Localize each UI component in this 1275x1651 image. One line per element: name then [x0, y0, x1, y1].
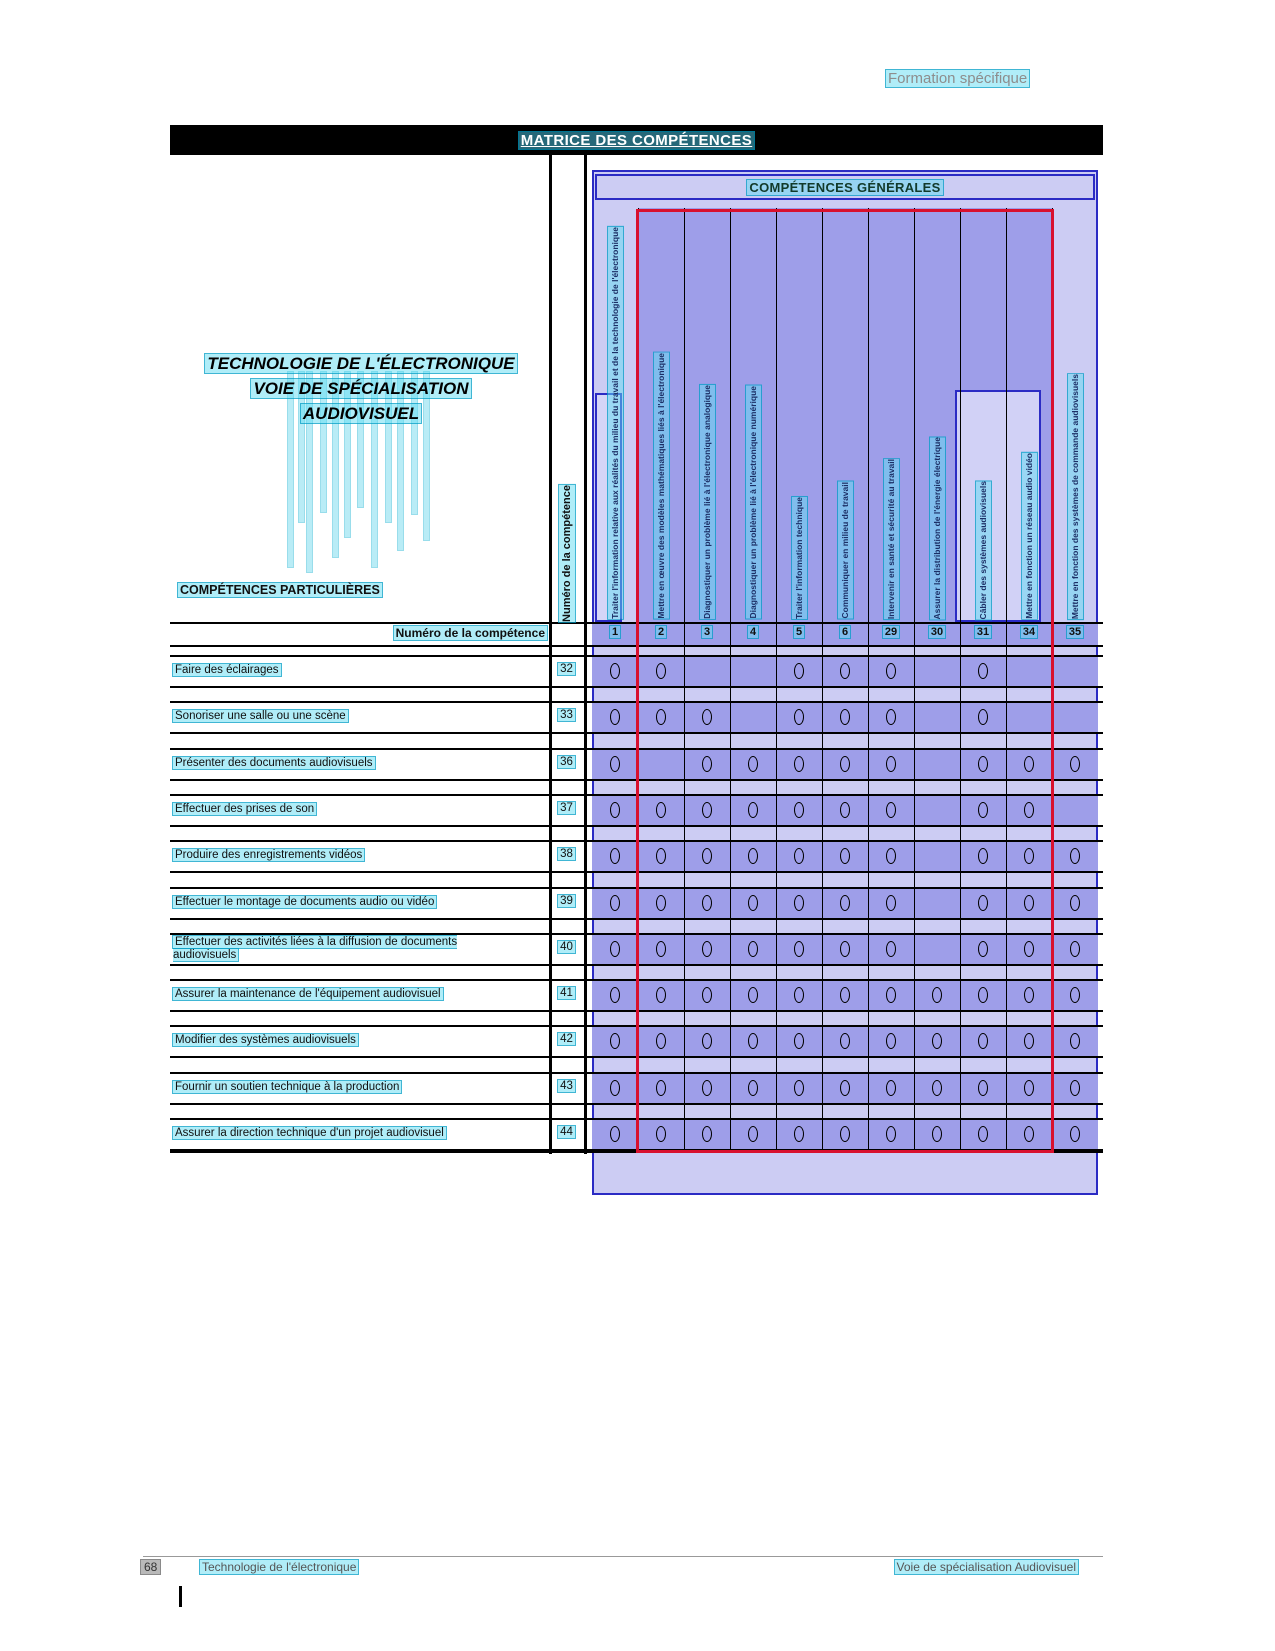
particular-competence-number [551, 941, 582, 953]
matrix-mark-circle [1070, 1080, 1080, 1096]
particular-competence-label [173, 896, 436, 909]
matrix-mark-circle [840, 663, 850, 679]
matrix-mark-circle [656, 987, 666, 1003]
matrix-mark-circle [978, 987, 988, 1003]
program-title [172, 351, 550, 426]
competence-number-cell [831, 626, 859, 638]
matrix-mark-circle [748, 1033, 758, 1049]
matrix-mark-circle [748, 941, 758, 957]
matrix-mark-circle [886, 987, 896, 1003]
row-label-text: Effectuer le montage de documents audio ou vidéo [175, 896, 435, 908]
matrix-mark-circle [1070, 941, 1080, 957]
matrix-mark-circle [886, 663, 896, 679]
matrix-mark-circle [840, 1033, 850, 1049]
row-number-text: 39 [560, 895, 573, 907]
general-competence-header [868, 208, 914, 622]
competence-number: 3 [703, 626, 711, 638]
competence-number: 6 [841, 626, 849, 638]
row-label-text: Fournir un soutien technique à la production [175, 1081, 400, 1093]
matrix-mark-circle [610, 802, 620, 818]
matrix-mark-circle [886, 848, 896, 864]
matrix-mark-circle [886, 709, 896, 725]
matrix-mark-circle [794, 756, 804, 772]
matrix-mark-circle [932, 1033, 942, 1049]
competence-number: 30 [930, 626, 944, 638]
matrix-mark-circle [886, 1080, 896, 1096]
general-competence-title: Communiquer en milieu de travail [838, 482, 853, 619]
competence-number-axis-text: Numéro de la compétence [561, 485, 573, 622]
competence-number: 31 [976, 626, 990, 638]
matrix-mark-circle [978, 1080, 988, 1096]
program-title-line1 [172, 351, 550, 376]
matrix-mark-circle [610, 848, 620, 864]
program-title-text3: AUDIOVISUEL [302, 404, 420, 423]
matrix-mark-circle [932, 1126, 942, 1142]
matrix-mark-circle [1070, 1126, 1080, 1142]
program-title-line3 [172, 401, 550, 426]
matrix-mark-circle [656, 895, 666, 911]
matrix-mark-circle [794, 987, 804, 1003]
matrix-mark-circle [702, 1080, 712, 1096]
particular-competence-number [551, 1080, 582, 1092]
particular-competence-number [551, 756, 582, 768]
matrix-mark-circle [932, 987, 942, 1003]
row-label-text: Sonoriser une salle ou une scène [175, 710, 346, 722]
matrix-mark-circle [794, 941, 804, 957]
general-competence-title: Câbler des systèmes audiovisuels [976, 481, 991, 619]
matrix-mark-circle [978, 709, 988, 725]
row-number-text: 43 [560, 1080, 573, 1092]
number-row-label-text: Numéro de la compétence [395, 626, 545, 640]
footer-page-number-text: 68 [141, 1560, 160, 1574]
matrix-mark-circle [748, 1126, 758, 1142]
matrix-mark-circle [656, 802, 666, 818]
matrix-mark-circle [932, 1080, 942, 1096]
row-number-text: 38 [560, 848, 573, 860]
matrix-mark-circle [886, 1126, 896, 1142]
matrix-mark-circle [610, 1126, 620, 1142]
matrix-mark-circle [886, 756, 896, 772]
general-competence-header [730, 208, 776, 622]
competence-number-cell [923, 626, 951, 638]
matrix-mark-circle [1024, 1080, 1034, 1096]
particular-competence-label [173, 988, 443, 1001]
matrix-mark-circle [1024, 941, 1034, 957]
number-row-label [300, 626, 547, 640]
particular-competences-title [178, 583, 382, 597]
particular-competence-number [551, 895, 582, 907]
matrix-mark-circle [702, 987, 712, 1003]
general-competence-header [1052, 208, 1098, 622]
matrix-mark-circle [978, 1126, 988, 1142]
matrix-mark-circle [978, 663, 988, 679]
matrix-mark-circle [610, 756, 620, 772]
general-competence-header [1006, 208, 1052, 622]
particular-competence-number [551, 987, 582, 999]
general-competence-title: Assurer la distribution de l'énergie électrique [930, 437, 945, 619]
matrix-mark-circle [840, 895, 850, 911]
competence-number: 1 [611, 626, 619, 638]
general-competence-header [684, 208, 730, 622]
row-label-text: Produire des enregistrements vidéos [175, 849, 363, 861]
matrix-mark-circle [840, 756, 850, 772]
row-number-text: 36 [560, 756, 573, 768]
matrix-title: MATRICE DES COMPÉTENCES [520, 131, 753, 149]
matrix-mark-circle [656, 1126, 666, 1142]
matrix-mark-circle [1024, 987, 1034, 1003]
matrix-mark-circle [794, 1033, 804, 1049]
matrix-mark-circle [978, 895, 988, 911]
formation-note-text: Formation spécifique [888, 70, 1028, 87]
competence-number: 35 [1068, 626, 1082, 638]
row-label-text: Assurer la maintenance de l'équipement audiovisuel [175, 988, 441, 1000]
matrix-mark-circle [610, 709, 620, 725]
general-competence-title: Traiter l'information relative aux réalités du milieu du travail et de la technologie de l'électronique [608, 227, 623, 619]
row-number-text: 41 [560, 987, 573, 999]
competence-number: 34 [1022, 626, 1036, 638]
general-competence-header [960, 208, 1006, 622]
matrix-mark-circle [1070, 987, 1080, 1003]
matrix-mark-circle [1070, 1033, 1080, 1049]
matrix-mark-circle [840, 848, 850, 864]
matrix-mark-circle [978, 1033, 988, 1049]
particular-competence-number [551, 1126, 582, 1138]
particular-competence-label [173, 1081, 401, 1094]
row-label-text: Modifier des systèmes audiovisuels [175, 1034, 356, 1046]
matrix-mark-circle [840, 1080, 850, 1096]
program-title-text2: VOIE DE SPÉCIALISATION [253, 379, 469, 398]
general-competence-header [592, 208, 638, 622]
row-label-text: Présenter des documents audiovisuels [175, 757, 373, 769]
row-number-text: 32 [560, 663, 573, 675]
footer-specialization [868, 1560, 1078, 1574]
matrix-mark-circle [978, 756, 988, 772]
matrix-mark-circle [702, 848, 712, 864]
matrix-mark-circle [702, 1033, 712, 1049]
matrix-mark-circle [794, 1080, 804, 1096]
row-number-text: 40 [560, 941, 573, 953]
matrix-mark-circle [610, 941, 620, 957]
matrix-mark-circle [978, 802, 988, 818]
row-number-text: 44 [560, 1126, 573, 1138]
matrix-mark-circle [1070, 895, 1080, 911]
footer-specialization-text: Voie de spécialisation Audiovisuel [896, 1560, 1076, 1574]
footer-rule [143, 1556, 1103, 1557]
competence-number-cell [785, 626, 813, 638]
program-title-line2 [172, 376, 550, 401]
general-competence-header [776, 208, 822, 622]
particular-competence-number [551, 663, 582, 675]
general-competence-title: Mettre en fonction un réseau audio vidéo [1022, 453, 1037, 619]
matrix-mark-circle [794, 802, 804, 818]
matrix-mark-circle [702, 895, 712, 911]
row-number-text: 37 [560, 802, 573, 814]
matrix-mark-circle [1024, 895, 1034, 911]
matrix-title-bar [170, 125, 1103, 155]
matrix-mark-circle [748, 756, 758, 772]
matrix-mark-circle [794, 1126, 804, 1142]
matrix-mark-circle [748, 848, 758, 864]
matrix-mark-circle [748, 802, 758, 818]
competence-number-cell [601, 626, 629, 638]
matrix-mark-circle [886, 1033, 896, 1049]
matrix-mark-circle [656, 941, 666, 957]
matrix-mark-circle [1024, 802, 1034, 818]
matrix-mark-circle [748, 895, 758, 911]
matrix-mark-circle [656, 1080, 666, 1096]
competence-number: 4 [749, 626, 757, 638]
matrix-mark-circle [656, 709, 666, 725]
footer-program-name-text: Technologie de l'électronique [202, 1560, 357, 1574]
matrix-mark-circle [1024, 1126, 1034, 1142]
matrix-mark-circle [748, 1080, 758, 1096]
competence-number: 29 [884, 626, 898, 638]
row-number-text: 33 [560, 709, 573, 721]
matrix-mark-circle [1024, 756, 1034, 772]
matrix-mark-circle [656, 848, 666, 864]
particular-competence-label [173, 803, 316, 816]
matrix-mark-circle [702, 802, 712, 818]
particular-competence-number [551, 1033, 582, 1045]
matrix-mark-circle [794, 663, 804, 679]
matrix-mark-circle [886, 802, 896, 818]
matrix-mark-circle [840, 941, 850, 957]
matrix-mark-circle [610, 1080, 620, 1096]
matrix-mark-circle [610, 1033, 620, 1049]
particular-competence-label [173, 757, 375, 770]
matrix-mark-circle [702, 1126, 712, 1142]
competence-number: 2 [657, 626, 665, 638]
text-cursor-artifact [179, 1586, 182, 1607]
matrix-mark-circle [794, 709, 804, 725]
general-competences-header-box [595, 174, 1095, 200]
general-competence-header [822, 208, 868, 622]
matrix-mark-circle [840, 1126, 850, 1142]
matrix-mark-circle [794, 895, 804, 911]
matrix-mark-circle [702, 709, 712, 725]
program-title-text1: TECHNOLOGIE DE L'ÉLECTRONIQUE [207, 354, 515, 373]
row-label-text: Effectuer des prises de son [175, 803, 315, 815]
matrix-mark-circle [1024, 1033, 1034, 1049]
competence-number-cell [647, 626, 675, 638]
matrix-mark-circle [702, 941, 712, 957]
particular-competence-number [551, 709, 582, 721]
particular-competence-label [173, 849, 364, 862]
general-competence-title: Mettre en œuvre des modèles mathématiques liés à l'électronique [654, 353, 669, 619]
competence-number: 5 [795, 626, 803, 638]
general-competence-title: Diagnostiquer un problème lié à l'électronique numérique [746, 386, 761, 619]
footer-page-number [141, 1560, 160, 1574]
row-label-text: Effectuer des activités liées à la diffusion de documents audiovisuels [173, 936, 458, 961]
matrix-mark-circle [610, 663, 620, 679]
competence-number-cell [1015, 626, 1043, 638]
general-competence-title: Diagnostiquer un problème lié à l'électronique analogique [700, 385, 715, 619]
particular-competence-label [173, 1127, 446, 1140]
particular-competence-number [551, 848, 582, 860]
competence-number-cell [693, 626, 721, 638]
general-competence-title: Traiter l'information technique [792, 497, 807, 619]
matrix-mark-circle [794, 848, 804, 864]
general-competences-header: COMPÉTENCES GÉNÉRALES [749, 179, 941, 195]
matrix-mark-circle [840, 709, 850, 725]
matrix-mark-circle [978, 848, 988, 864]
matrix-mark-circle [1070, 848, 1080, 864]
matrix-mark-circle [840, 987, 850, 1003]
matrix-mark-circle [840, 802, 850, 818]
competence-number-axis [550, 395, 584, 622]
competence-number-cell [969, 626, 997, 638]
row-number-text: 42 [560, 1033, 573, 1045]
formation-note [886, 70, 1029, 87]
general-competence-header [638, 208, 684, 622]
particular-competence-number [551, 802, 582, 814]
general-competence-header [914, 208, 960, 622]
general-competence-title: Intervenir en santé et sécurité au travail [884, 459, 899, 619]
matrix-mark-circle [656, 663, 666, 679]
competence-number-cell [877, 626, 905, 638]
matrix-mark-circle [610, 987, 620, 1003]
competence-number-cell [1061, 626, 1089, 638]
particular-competence-label [173, 664, 281, 677]
particular-competence-label [173, 1034, 358, 1047]
matrix-mark-circle [656, 1033, 666, 1049]
matrix-mark-circle [978, 941, 988, 957]
competence-number-cell [739, 626, 767, 638]
matrix-mark-circle [702, 756, 712, 772]
matrix-mark-circle [1070, 756, 1080, 772]
particular-competence-label [173, 710, 348, 723]
matrix-mark-circle [886, 895, 896, 911]
row-label-text: Faire des éclairages [175, 664, 279, 676]
particular-competences-title-text: COMPÉTENCES PARTICULIÈRES [180, 583, 380, 597]
matrix-mark-circle [886, 941, 896, 957]
matrix-mark-circle [610, 895, 620, 911]
general-competence-title: Mettre en fonction des systèmes de commande audiovisuels [1068, 374, 1083, 619]
matrix-mark-circle [1024, 848, 1034, 864]
footer-program-name [200, 1560, 358, 1574]
row-label-text: Assurer la direction technique d'un projet audiovisuel [175, 1127, 444, 1139]
particular-competence-label [173, 936, 505, 962]
matrix-mark-circle [748, 987, 758, 1003]
